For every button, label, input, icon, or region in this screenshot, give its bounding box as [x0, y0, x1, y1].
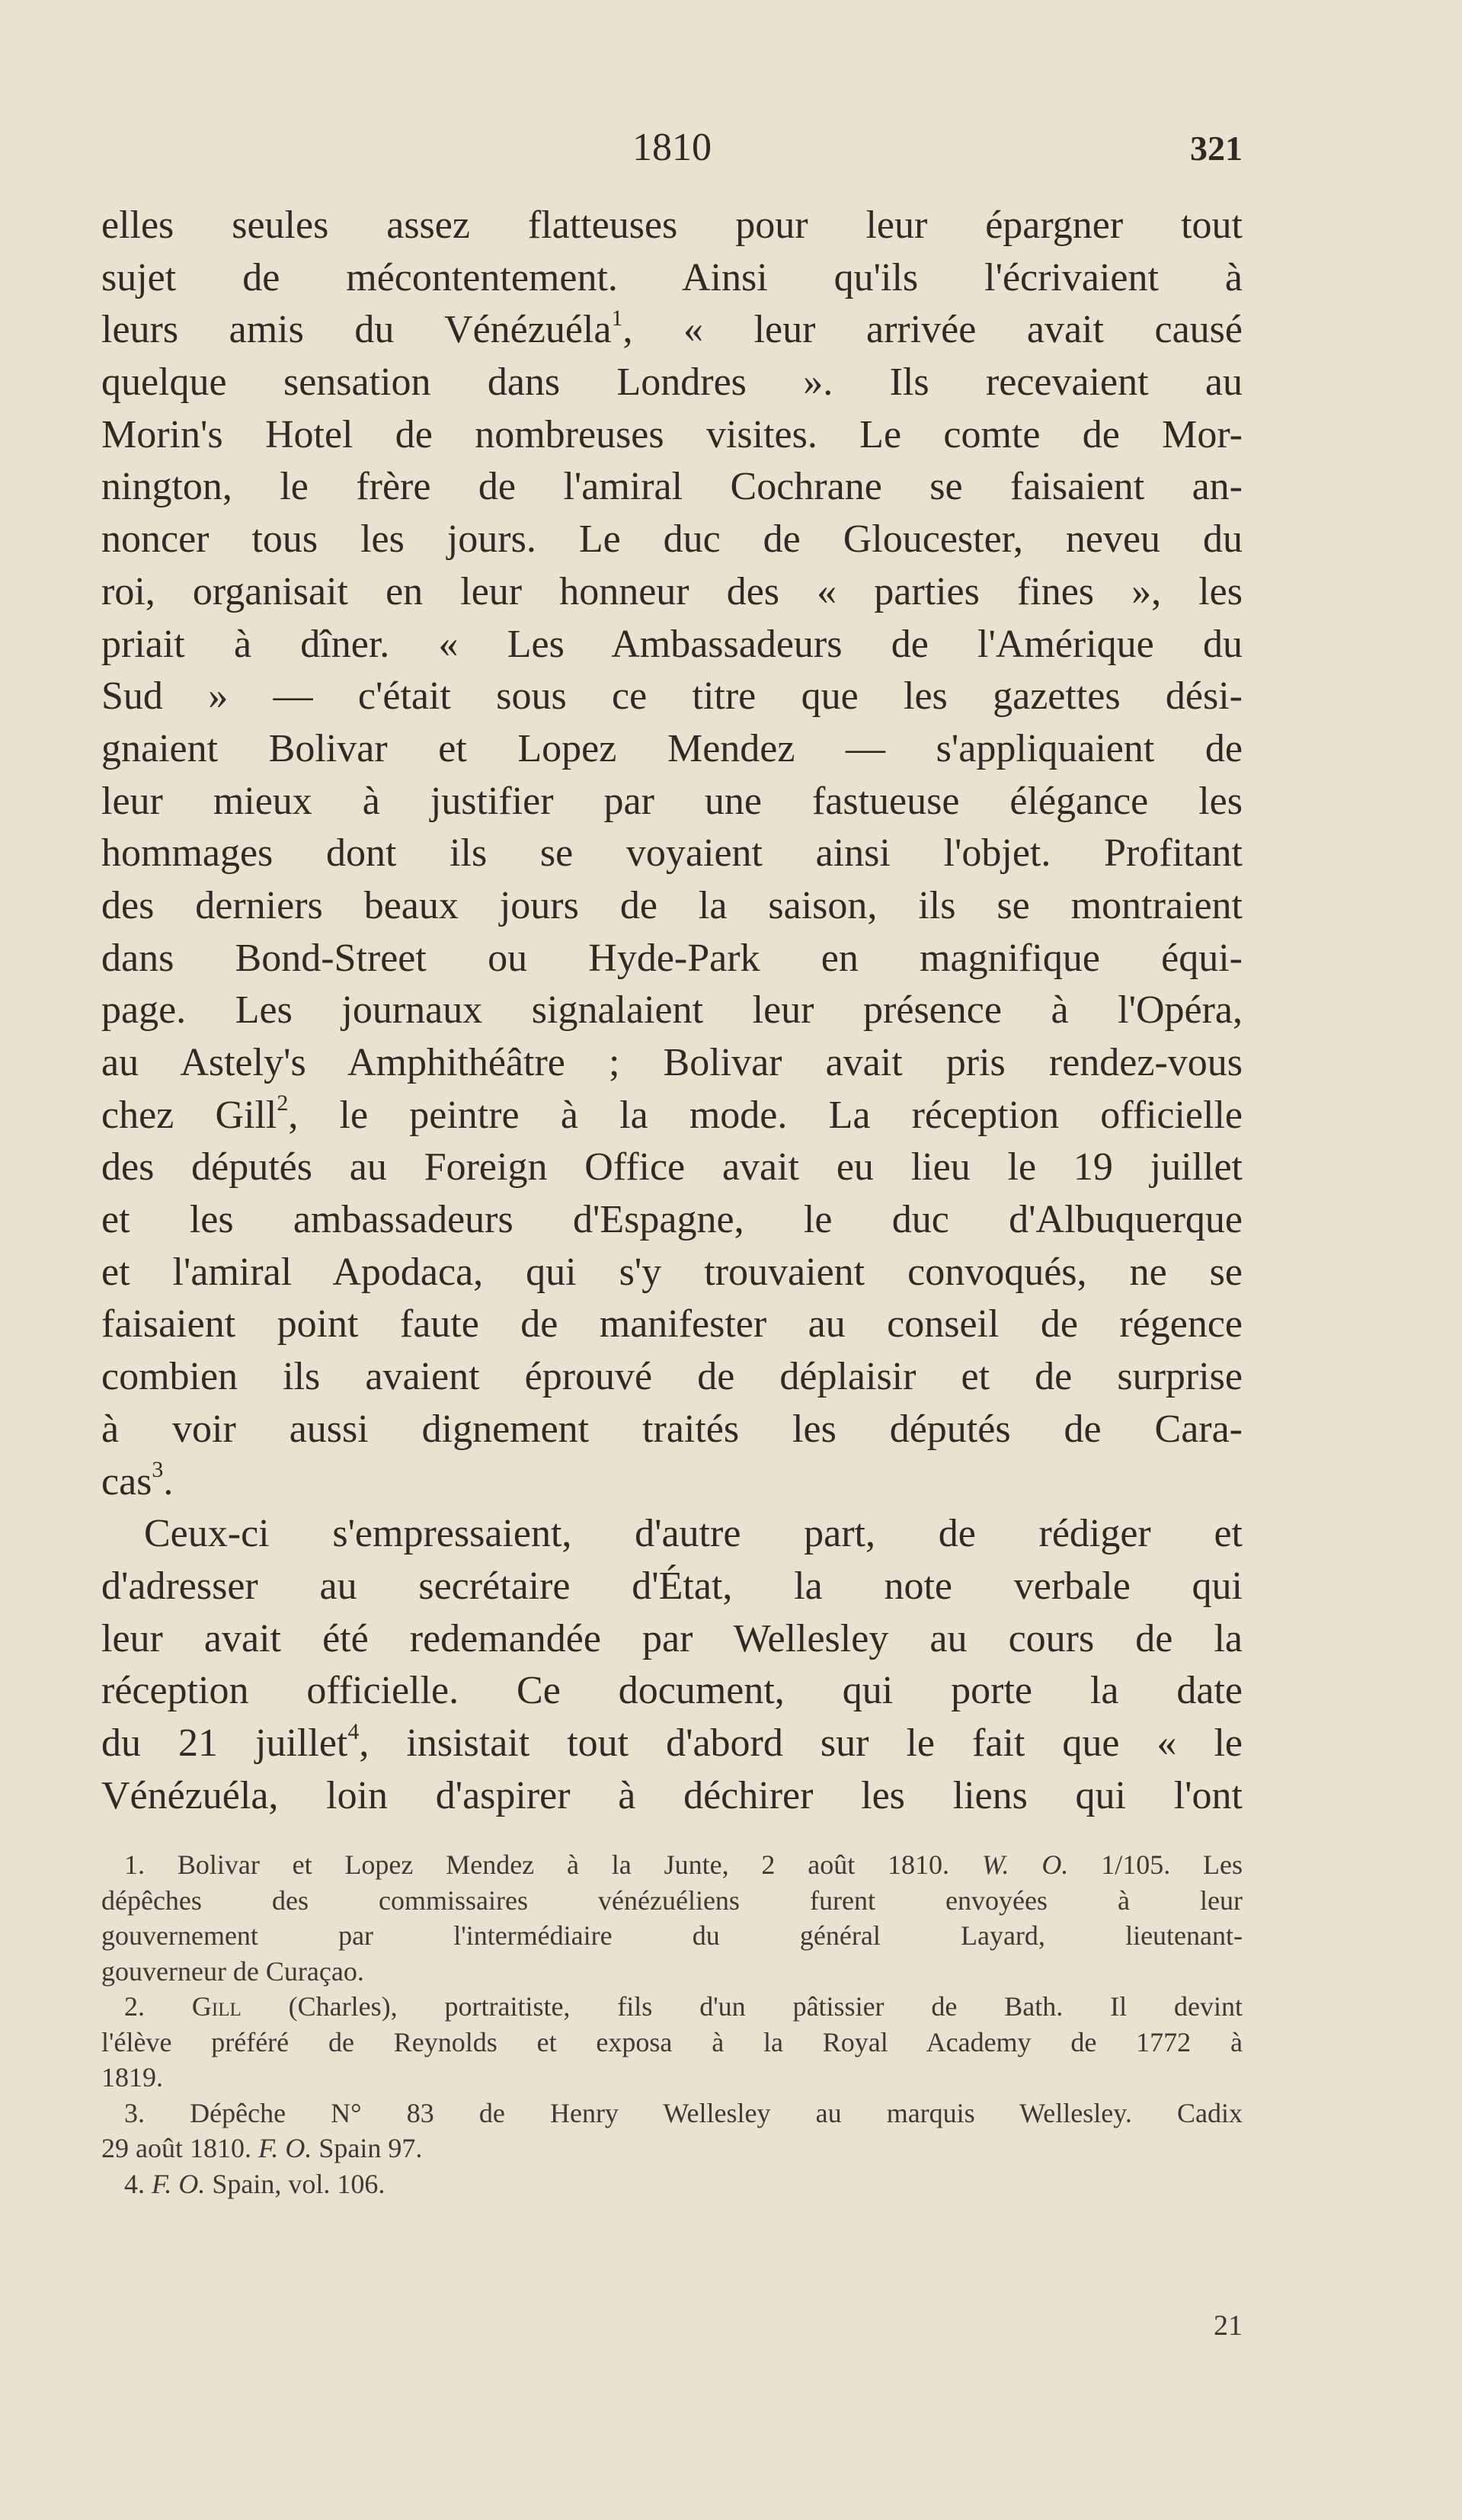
footnote-ref: 4 [347, 1718, 360, 1744]
text-line: Morin's Hotel de nombreuses visites. Le comte de Mor- [101, 412, 1243, 456]
footnote-3: 3. Dépêche N° 83 de Henry Wellesley au marquis Wellesley. Cadix [124, 2097, 1243, 2128]
text-line: dans Bond-Street ou Hyde-Park en magnifique équi- [101, 936, 1243, 980]
text-line: cas$^3$. [101, 1457, 174, 1503]
running-title: 1810 [632, 126, 712, 169]
text-line: au Astely's Amphithéâtre ; Bolivar avait pris rendez-vous [101, 1041, 1243, 1084]
text-line: Ceux-ci s'empressaient, d'autre part, de rédiger et [144, 1512, 1243, 1556]
text-line: des députés au Foreign Office avait eu lieu le 19 juillet [101, 1145, 1243, 1190]
text-line: noncer tous les jours. Le duc de Gloucester, neveu du [101, 517, 1243, 562]
text-line: leur mieux à justifier par une fastueuse élégance les [101, 779, 1243, 823]
text-line: d'adresser au secrétaire d'État, la note verbale qui [101, 1564, 1243, 1608]
signature-mark: 21 [1214, 2310, 1243, 2342]
footnote-line: 1819. [101, 2062, 163, 2093]
footnote-line: l'élève préféré de Reynolds et exposa à la Royal Academy de 1772 à [101, 2026, 1243, 2057]
text-line: hommages dont ils se voyaient ainsi l'objet. Profitant [101, 831, 1243, 876]
footnote-line: 29 août 1810. F. O. Spain 97. [101, 2133, 423, 2163]
footnote-line: dépêches des commissaires vénézuéliens furent envoyées à leur [101, 1884, 1243, 1916]
footnote-1: 1. Bolivar et Lopez Mendez à la Junte, 2 août 1810. W. O. 1/105. Les [124, 1849, 1243, 1880]
text-line: quelque sensation dans Londres ». Ils recevaient au [101, 360, 1243, 405]
footnote-ref: 3 [152, 1457, 164, 1483]
text-line: faisaient point faute de manifester au conseil de régence [101, 1302, 1243, 1346]
text-line: page. Les journaux signalaient leur présence à l'Opéra, [101, 988, 1243, 1033]
text-line: gnaient Bolivar et Lopez Mendez — s'appliquaient de [101, 726, 1243, 770]
text-line: des derniers beaux jours de la saison, ils se montraient [101, 883, 1243, 927]
footnotes [101, 1847, 1243, 2201]
footnote-2: 2. Gill (Charles), portraitiste, fils d'un pâtissier de Bath. Il devint [124, 1991, 1243, 2022]
footnote-ref: 1 [611, 306, 623, 331]
text-line: et les ambassadeurs d'Espagne, le duc d'Albuquerque [101, 1198, 1243, 1242]
text-line: du 21 juillet$^4$, insistait tout d'abord sur le fait que « le [101, 1718, 1243, 1765]
text-line: Vénézuéla, loin d'aspirer à déchirer les liens qui l'ont [101, 1773, 1243, 1817]
text-line: leur avait été redemandée par Wellesley au cours de la [101, 1616, 1243, 1660]
footnote-line: gouvernement par l'intermédiaire du général Layard, lieutenant- [101, 1920, 1243, 1951]
footnote-ref: 2 [277, 1090, 289, 1116]
text-line: elles seules assez flatteuses pour leur épargner tout [101, 203, 1243, 247]
main-text [101, 200, 1243, 1822]
text-line: réception officielle. Ce document, qui porte la date [101, 1669, 1243, 1713]
text-line: sujet de mécontentement. Ainsi qu'ils l'écrivaient à [101, 255, 1243, 299]
footnote-line: gouverneur de Curaçao. [101, 1955, 364, 1987]
footnote-4: 4. F. O. Spain, vol. 106. [124, 2168, 385, 2199]
text-line: leurs amis du Vénézuéla$^1$, « leur arrivée avait causé [101, 306, 1243, 352]
text-line: combien ils avaient éprouvé de déplaisir et de surprise [101, 1355, 1243, 1399]
text-line: et l'amiral Apodaca, qui s'y trouvaient convoqués, ne se [101, 1250, 1243, 1294]
text-line: roi, organisait en leur honneur des « parties fines », les [101, 569, 1243, 613]
text-line: priait à dîner. « Les Ambassadeurs de l'Amérique du [101, 622, 1243, 666]
text-line: à voir aussi dignement traités les députés de Cara- [101, 1407, 1243, 1451]
text-line: Sud » — c'était sous ce titre que les gazettes dési- [101, 674, 1243, 719]
text-line: nington, le frère de l'amiral Cochrane se faisaient an- [101, 465, 1243, 509]
page-number: 321 [1190, 129, 1243, 168]
page-header [101, 122, 1243, 183]
text-line: chez Gill$^2$, le peintre à la mode. La réception officielle [101, 1090, 1243, 1137]
